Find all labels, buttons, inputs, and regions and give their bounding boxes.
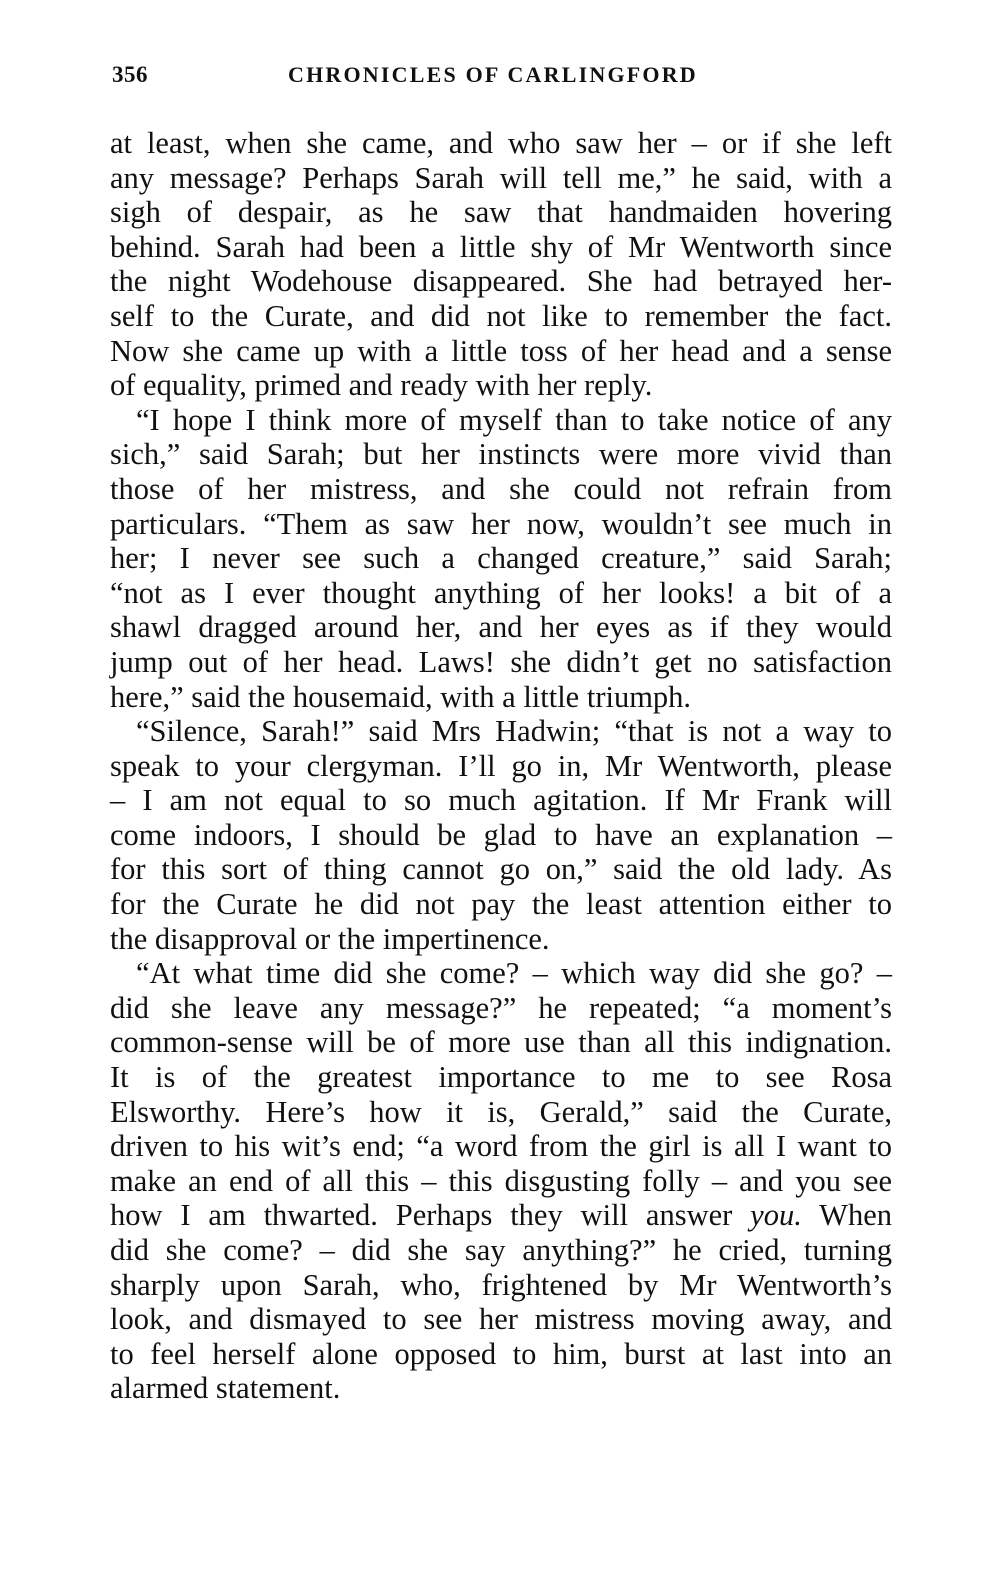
text-line: the night Wodehouse disappeared. She had betrayed her- [110,264,892,299]
page-number: 356 [112,62,148,87]
text-line: look, and dismayed to see her mistress moving away, and [110,1302,892,1337]
text-line: – I am not equal to so much agitation. If Mr Frank will [110,783,892,818]
text-line: Now she came up with a little toss of her head and a sense [110,333,892,368]
text-line: did she leave any message?” he repeated; “a moment’s [110,990,892,1025]
text-line: “Silence, Sarah!” said Mrs Hadwin; “that is not a way to [136,714,892,749]
text-line: jump out of her head. Laws! she didn’t get no satisfaction [110,644,892,679]
text-line: the disapproval or the impertinence. [110,921,550,956]
text-line: alarmed statement. [110,1371,341,1406]
text-line: of equality, primed and ready with her reply. [110,368,653,403]
text-line: at least, when she came, and who saw her – or if she left [110,126,892,160]
text-line: her; I never see such a changed creature,” said Sarah; [110,541,892,576]
text-line: “At what time did she come? – which way did she go? – [136,956,892,991]
book-title: CHRONICLES OF CARLINGFORD [288,62,698,87]
text-line: for this sort of thing cannot go on,” said the old lady. As [110,852,892,887]
text-line: shawl dragged around her, and her eyes as if they would [110,610,892,645]
text-line: particulars. “Them as saw her now, wouldn’t see much in [110,506,892,541]
text-line: sharply upon Sarah, who, frightened by Mr Wentworth’s [110,1267,892,1302]
text-line-with-italic [110,1198,892,1233]
text-line: “I hope I think more of myself than to take notice of any [136,402,892,437]
text-line: for the Curate he did not pay the least attention either to [110,887,892,922]
text-line: did she come? – did she say anything?” he cried, turning [110,1233,892,1267]
text-line: here,” said the housemaid, with a little triumph. [110,679,692,714]
text-line: sich,” said Sarah; but her instincts were more vivid than [110,437,892,472]
text-line: Elsworthy. Here’s how it is, Gerald,” said the Curate, [110,1094,892,1129]
text-segment: how I am thwarted. Perhaps they will answer [110,1198,751,1233]
text-line: It is of the greatest importance to me to see Rosa [110,1060,892,1095]
text-line: behind. Sarah had been a little shy of Mr Wentworth since [110,229,892,264]
text-line: speak to your clergyman. I’ll go in, Mr Wentworth, please [110,748,892,783]
text-line: come indoors, I should be glad to have an explanation – [110,817,892,852]
text-line: sigh of despair, as he saw that handmaiden hovering [110,195,892,230]
text-line: make an end of all this – this disgusting folly – and you see [110,1163,892,1198]
italic-word: you. [750,1198,802,1233]
text-line: self to the Curate, and did not like to remember the fact. [110,298,892,333]
text-line: “not as I ever thought anything of her looks! a bit of a [110,575,892,610]
running-head [112,62,892,92]
text-line: to feel herself alone opposed to him, burst at last into an [110,1336,892,1371]
text-line: any message? Perhaps Sarah will tell me,” he said, with a [110,160,892,195]
text-segment: When [801,1198,892,1233]
text-line: driven to his wit’s end; “a word from the girl is all I want to [110,1129,892,1164]
body-text [110,126,892,1406]
text-line: common-sense will be of more use than all this indignation. [110,1025,892,1060]
text-line: those of her mistress, and she could not refrain from [110,471,892,506]
